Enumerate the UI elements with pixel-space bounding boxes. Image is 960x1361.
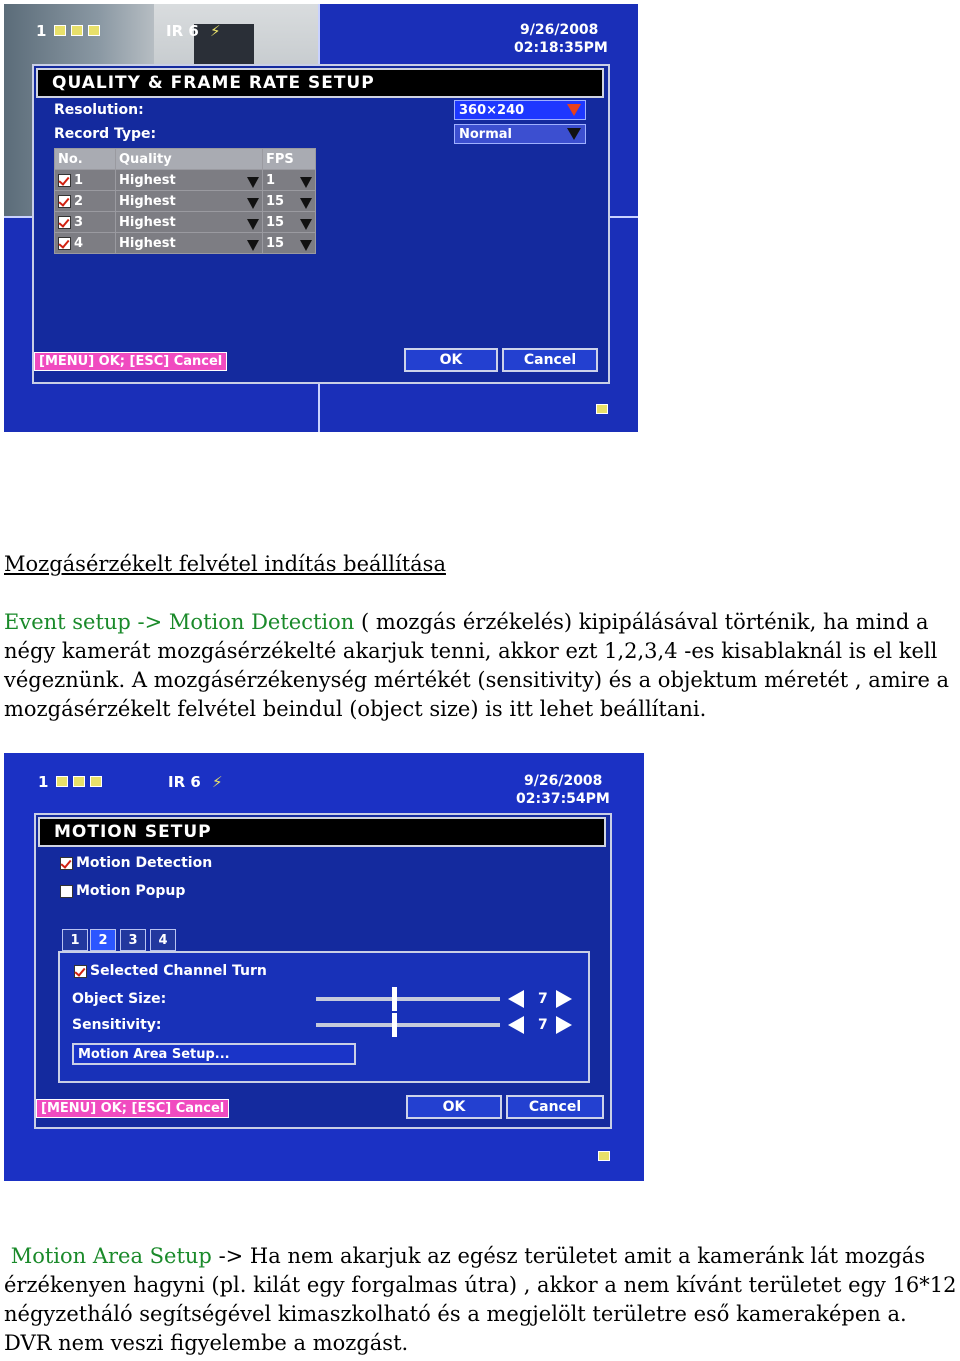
dropdown-arrow-icon (247, 240, 259, 251)
quality-select[interactable]: Highest (116, 191, 263, 212)
object-size-slider[interactable] (316, 997, 500, 1001)
record-icon: ⚡ (212, 773, 223, 791)
quality-select[interactable]: Highest (116, 212, 263, 233)
fps-select[interactable]: 15 (263, 233, 316, 254)
record-icon: ⚡ (210, 22, 221, 40)
dropdown-arrow-icon (567, 128, 581, 140)
dropdown-arrow-icon (247, 177, 259, 188)
object-size-label: Object Size: (72, 991, 167, 1007)
sensitivity-slider[interactable] (316, 1023, 500, 1027)
section-heading: Mozgásérzékelt felvétel indítás beállítása (4, 552, 446, 576)
cancel-button[interactable]: Cancel (502, 348, 598, 372)
description-paragraph-2: Motion Area Setup -> Ha nem akarjuk az egész területet amit a kameránk lát mozgás érzékenyen hagyni (pl. kilát egy forgalmas útra) , akkor a nem kívánt területet egy 16*12 négyzetháló segítségével kimaszkolható és a megjelölt területre eső kameraképen a. DVR nem veszi figyelembe a mozgást. (4, 1244, 957, 1355)
resolution-label: Resolution: (54, 102, 144, 118)
selected-channel-option[interactable]: Selected Channel Turn (74, 963, 267, 979)
object-size-value: 7 (538, 991, 548, 1007)
ir-label: IR 6 (168, 773, 201, 791)
checkbox-icon[interactable] (58, 195, 71, 208)
fps-select[interactable]: 15 (263, 191, 316, 212)
key-hint: [MENU] OK; [ESC] Cancel (36, 1099, 229, 1118)
checkbox-icon[interactable] (58, 174, 71, 187)
quality-select[interactable]: Highest (116, 170, 263, 191)
dropdown-arrow-icon (567, 104, 581, 116)
quality-table (54, 148, 316, 254)
cancel-button[interactable]: Cancel (506, 1095, 604, 1119)
dropdown-arrow-icon (300, 240, 312, 251)
record-type-label: Record Type: (54, 126, 157, 142)
quality-frame-rate-screenshot (4, 4, 638, 432)
checkbox-icon[interactable] (74, 965, 87, 978)
date-display: 9/26/2008 (524, 773, 603, 789)
record-type-select[interactable]: Normal (454, 124, 586, 144)
panel-title: QUALITY & FRAME RATE SETUP (36, 68, 604, 98)
checkbox-icon[interactable] (60, 857, 73, 870)
motion-detection-link[interactable]: Motion Detection (168, 610, 355, 634)
sensitivity-slider-knob[interactable] (392, 1013, 397, 1037)
network-icon (596, 404, 608, 414)
resolution-select[interactable]: 360×240 (454, 100, 586, 120)
dropdown-arrow-icon (300, 219, 312, 230)
tab-channel-3[interactable]: 3 (120, 929, 146, 951)
date-display: 9/26/2008 (520, 22, 599, 38)
channel-indicator: 1 (36, 22, 100, 40)
time-display: 02:37:54PM (516, 791, 610, 807)
object-size-slider-knob[interactable] (392, 987, 397, 1011)
table-row[interactable]: 3 Highest 15 (55, 212, 316, 233)
motion-setup-screenshot (4, 753, 644, 1181)
decrease-arrow-icon[interactable] (508, 1016, 524, 1034)
fps-select[interactable]: 15 (263, 212, 316, 233)
checkbox-icon[interactable] (60, 885, 73, 898)
increase-arrow-icon[interactable] (556, 990, 572, 1008)
time-display: 02:18:35PM (514, 40, 608, 56)
panel-title: MOTION SETUP (38, 817, 606, 847)
tab-channel-2[interactable]: 2 (90, 929, 116, 951)
motion-popup-option[interactable]: Motion Popup (60, 883, 185, 899)
sensitivity-value: 7 (538, 1017, 548, 1033)
checkbox-icon[interactable] (58, 216, 71, 229)
motion-area-setup-link[interactable]: Motion Area Setup (10, 1244, 212, 1268)
quality-select[interactable]: Highest (116, 233, 263, 254)
increase-arrow-icon[interactable] (556, 1016, 572, 1034)
motion-area-setup-button[interactable]: Motion Area Setup... (72, 1043, 356, 1065)
fps-select[interactable]: 1 (263, 170, 316, 191)
dropdown-arrow-icon (300, 177, 312, 188)
tab-channel-4[interactable]: 4 (150, 929, 176, 951)
network-icon (598, 1151, 610, 1161)
motion-detection-option[interactable]: Motion Detection (60, 855, 212, 871)
dropdown-arrow-icon (247, 198, 259, 209)
ok-button[interactable]: OK (404, 348, 498, 372)
dropdown-arrow-icon (247, 219, 259, 230)
key-hint: [MENU] OK; [ESC] Cancel (34, 352, 227, 371)
sensitivity-label: Sensitivity: (72, 1017, 162, 1033)
ok-button[interactable]: OK (406, 1095, 502, 1119)
description-paragraph-1: Event setup -> Motion Detection ( mozgás érzékelés) kipipálásával történik, ha mind a négy kamerát mozgásérzékelté akarjuk tenni, akkor ezt 1,2,3,4 -es kisablaknál is el kell végeznünk. A mozgásérzékenység mértékét (sensitivity) és a objektum méretét , amire a mozgásérzékelt felvétel beindul (object size) is itt lehet beállítani. (4, 610, 950, 721)
dropdown-arrow-icon (300, 198, 312, 209)
channel-indicator: 1 (38, 773, 102, 791)
table-header: No. Quality FPS (55, 149, 316, 170)
decrease-arrow-icon[interactable] (508, 990, 524, 1008)
tab-channel-1[interactable]: 1 (62, 929, 88, 951)
table-row[interactable]: 2 Highest 15 (55, 191, 316, 212)
table-row[interactable]: 4 Highest 15 (55, 233, 316, 254)
checkbox-icon[interactable] (58, 237, 71, 250)
event-setup-link[interactable]: Event setup (4, 610, 131, 634)
ir-label: IR 6 (166, 22, 199, 40)
table-row[interactable]: 1 Highest 1 (55, 170, 316, 191)
